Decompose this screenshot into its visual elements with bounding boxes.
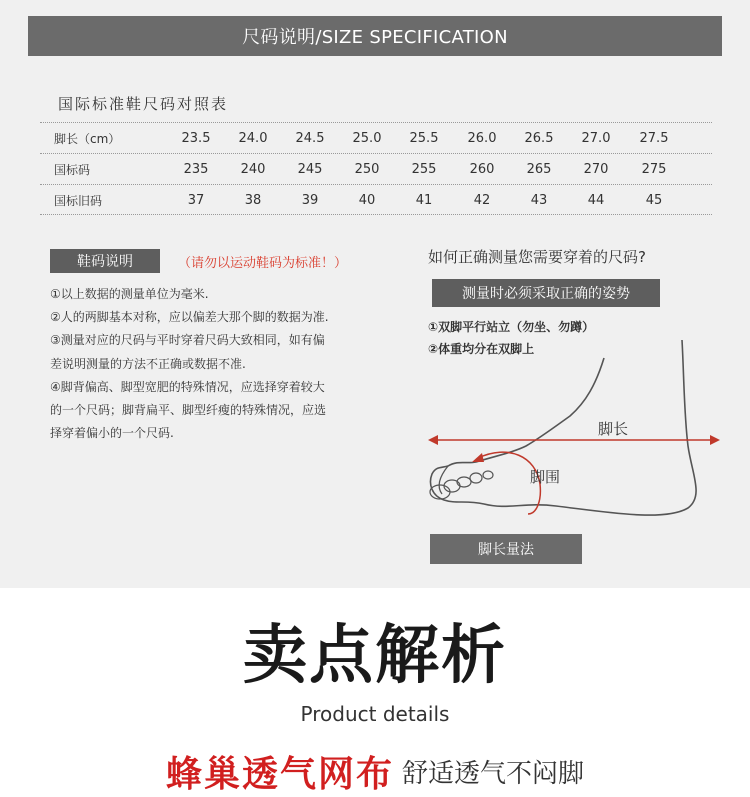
size-cell: 24.0 <box>238 131 268 146</box>
size-cell: 38 <box>244 193 262 208</box>
row-label: 国标码 <box>54 163 91 177</box>
size-cell: 27.0 <box>581 131 611 146</box>
size-cell: 27.5 <box>639 131 669 146</box>
feature-line <box>0 746 750 797</box>
size-cell: 42 <box>473 193 491 208</box>
note-line: 差说明测量的方法不正确或数据不准. <box>50 356 246 371</box>
size-cell: 44 <box>587 193 605 208</box>
size-cell: 235 <box>183 162 209 177</box>
size-cell: 240 <box>240 162 266 177</box>
size-cell: 41 <box>415 193 433 208</box>
note-line: 的一个尺码；脚背扁平、脚型纤瘦的特殊情况，应选 <box>50 403 327 418</box>
note-line: ①以上数据的测量单位为毫米. <box>50 287 209 301</box>
size-cell: 255 <box>411 162 437 177</box>
size-notes-tag <box>50 249 160 273</box>
toe-outline <box>470 473 482 483</box>
size-cell: 25.5 <box>409 131 439 146</box>
size-notes-list <box>50 283 380 445</box>
size-row-foot-length <box>40 122 712 153</box>
note-line: ③测量对应的尺码与平时穿着尺码大致相同，如有偏 <box>50 333 325 348</box>
foot-length-arrow-left-head <box>428 435 438 445</box>
size-cell: 26.0 <box>467 131 497 146</box>
size-cell: 270 <box>583 162 609 177</box>
foot-length-label: 脚长 <box>598 420 629 438</box>
size-cell: 275 <box>641 162 667 177</box>
size-cell: 265 <box>526 162 552 177</box>
toe-outline <box>457 477 471 487</box>
row-label: 国标旧码 <box>54 194 103 208</box>
foot-girth-arrow-head <box>472 453 484 462</box>
size-row-national-code <box>40 153 712 184</box>
foot-outline <box>431 340 697 515</box>
note-line: 择穿着偏小的一个尺码. <box>50 426 174 441</box>
foot-girth-label: 脚围 <box>530 468 561 486</box>
feature-main-title: 蜂巢透气网布 <box>165 754 394 795</box>
size-spec-title: 尺码说明/SIZE SPECIFICATION <box>242 27 508 48</box>
size-cell: 260 <box>469 162 495 177</box>
size-spec-header <box>28 16 722 56</box>
size-cell: 43 <box>530 193 548 208</box>
size-cell: 39 <box>301 193 319 208</box>
size-row-old-code <box>40 184 712 215</box>
measure-method-tag <box>430 534 582 564</box>
toe-outline <box>483 471 493 479</box>
foot-length-arrow-right-head <box>710 435 720 445</box>
size-cell: 37 <box>187 193 205 208</box>
row-label: 脚长（cm） <box>54 132 121 146</box>
size-cell: 45 <box>645 193 663 208</box>
note-line: ②人的两脚基本对称，应以偏差大那个脚的数据为准. <box>50 310 329 325</box>
product-subtitle: Product details <box>300 702 450 726</box>
size-cell: 40 <box>358 193 376 208</box>
measure-question: 如何正确测量您需要穿着的尺码? <box>428 248 646 266</box>
size-cell: 23.5 <box>181 131 211 146</box>
feature-sub-title: 舒适透气不闷脚 <box>402 759 585 789</box>
size-cell: 245 <box>297 162 323 177</box>
note-line: ④脚背偏高、脚型宽肥的特殊情况，应选择穿着较大 <box>50 379 325 394</box>
size-table-title: 国际标准鞋尺码对照表 <box>58 95 229 113</box>
posture-tag-label: 测量时必须采取正确的姿势 <box>462 286 630 302</box>
size-notes-tag-label: 鞋码说明 <box>77 254 133 270</box>
size-cell: 250 <box>354 162 380 177</box>
posture-tag <box>432 279 660 307</box>
measure-method-label: 脚长量法 <box>478 542 534 558</box>
size-table <box>40 122 712 215</box>
product-heading: 卖点解析 <box>243 619 507 693</box>
size-cell: 26.5 <box>524 131 554 146</box>
size-notes-warning: （请勿以运动鞋码为标准！） <box>178 256 348 271</box>
posture-step: ①双脚平行站立（勿坐、勿蹲） <box>428 320 595 334</box>
foot-measure-illustration <box>418 336 722 522</box>
size-cell: 24.5 <box>295 131 325 146</box>
size-cell: 25.0 <box>352 131 382 146</box>
posture-step: ②体重均分在双脚上 <box>428 342 535 356</box>
